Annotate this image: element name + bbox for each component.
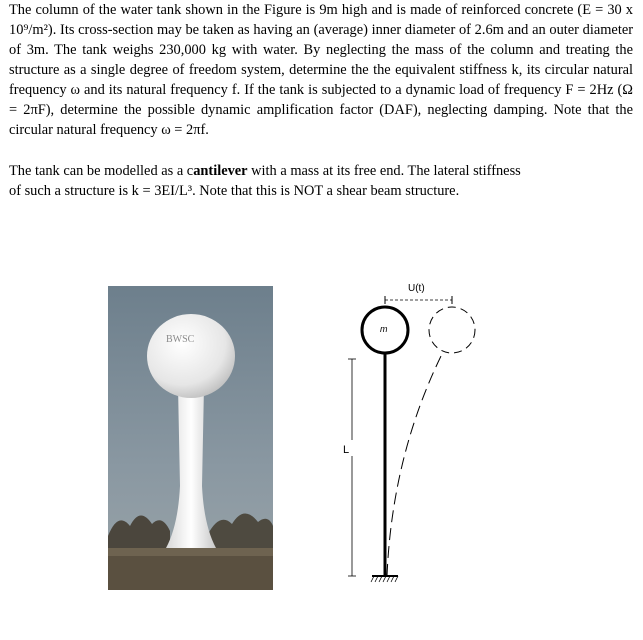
cantilever-diagram (330, 276, 490, 596)
mass-label: m (380, 324, 388, 334)
displaced-mass-circle (429, 307, 475, 353)
length-label: L (343, 444, 350, 456)
displacement-label: U(t) (408, 283, 425, 294)
model-note-line-1: The tank can be modelled as a cantilever with a mass at its free end. The lateral stiffness (9, 163, 521, 179)
tank-logo-text: BWSC (166, 334, 195, 345)
problem-statement: The column of the water tank shown in the Figure is 9m high and is made of reinforced concrete (E = 30 x 10⁹/m²). Its cross-section may be taken as having an (average) inner diameter of 2.6m and an outer diameter of 3m. The tank weighs 230,000 kg with water. By neglecting the mass of the column and treating the structure as a single degree of freedom system, determine the the equivalent stiffness k, its circular natural frequency ω and its natural frequency f. If the tank is subjected to a dynamic load of frequency F = 2Hz (Ω = 2πF), determine the possible dynamic amplification factor (DAF), neglecting damping. Note that the circular natural frequency ω = 2πf. (9, 2, 633, 138)
model-note (9, 161, 569, 201)
water-tank-photo (108, 286, 273, 590)
deflected-shape (387, 354, 442, 576)
model-note-line-2: of such a structure is k = 3EI/L³. Note that this is NOT a shear beam structure. (9, 183, 460, 199)
